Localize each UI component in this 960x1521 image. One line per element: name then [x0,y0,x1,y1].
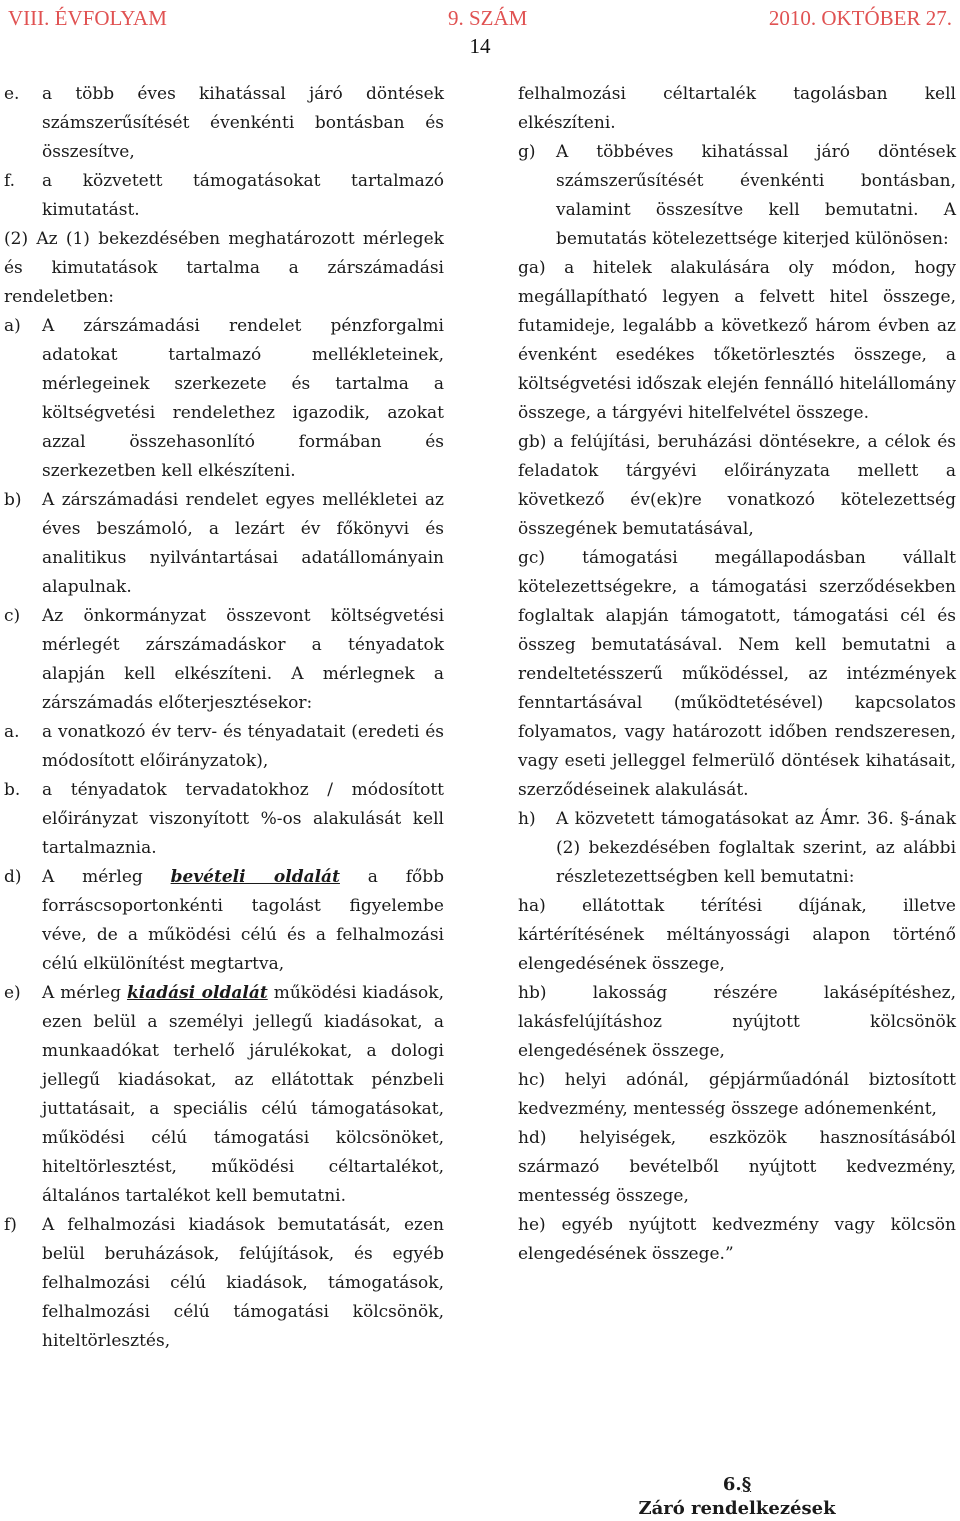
list-marker: g) [518,142,536,162]
sub-item-ha: ha) ellátottak térítési díjának, illetve kártérítésének méltányossági alapon történő elengedésének összege, [518,896,956,974]
list-item-e2 [4,979,444,1211]
emphasis-bevetel: bevételi oldalát [170,867,340,887]
list-text: a vonatkozó év terv- és tényadatait (eredeti és módosított előirányzatok), [42,722,444,771]
list-item-b [4,486,444,602]
list-marker: d) [4,867,22,887]
list-text: a több éves kihatással járó döntések számszerűsítését évenkénti bontásban és összesítve, [42,84,444,162]
list-item-f2 [4,1211,444,1356]
list-text: A közvetett támogatásokat az Ámr. 36. §-ának (2) bekezdésében foglaltak szerint, az alábbi részletezettségben kell bemutatni: [556,809,956,887]
list-item-d [4,863,444,979]
list-text: A mérleg bevételi oldalát a főbb forráscsoportonkénti tagolást figyelembe véve, de a működési célú és a felhalmozási célú elkülönítést megtartva, [42,867,444,974]
volume-label: VIII. ÉVFOLYAM [8,6,167,30]
right-column [518,80,956,1269]
list-marker: f. [4,171,16,191]
continuation-text: felhalmozási céltartalék tagolásban kell elkészíteni. [518,84,956,133]
sub-item-b [4,776,444,863]
sub-item-gb: gb) a felújítási, beruházási döntésekre, a célok és feladatok tárgyévi előirányzata mellett a következő év(ek)re vonatkozó kötelezettség összegének bemutatásával, [518,432,956,539]
emphasis-kiadas: kiadási oldalát [126,983,268,1003]
issue-label: 9. SZÁM [448,6,528,30]
section-title: Záró rendelkezések [638,1498,836,1519]
list-text: a közvetett támogatásokat tartalmazó kimutatást. [42,171,444,220]
list-item-e [4,80,444,167]
sub-item-gc: gc) támogatási megállapodásban vállalt kötelezettségekre, a támogatási szerződésekben foglaltak alapján támogatott, támogatási cél és összeg bemutatásával. Nem kell bemutatni a rendeltetésszerű működéssel, az intézmények fenntartásával (működtetésével) kapcsolatos folyamatos, vagy határozott időben rendszeresen, vagy eseti jelleggel felmerülő döntések kihatásait, szerződéseinek alakulását. [518,548,956,800]
list-marker: e. [4,84,20,104]
list-text: A felhalmozási kiadások bemutatását, ezen belül beruházások, felújítások, és egyéb felhalmozási célú kiadások, támogatások, felhalmozási célú támogatási kölcsönök, hiteltörlesztés, [42,1215,444,1351]
list-text: A zárszámadási rendelet egyes mellékletei az éves beszámoló, a lezárt év főkönyvi és analitikus nyilvántartásai adatállományain alapulnak. [42,490,444,597]
list-marker: c) [4,606,21,626]
date-label: 2010. OKTÓBER 27. [768,6,952,30]
page-header [0,6,960,30]
list-text: Az önkormányzat összevont költségvetési mérlegét zárszámadáskor a tényadatok alapján kell elkészíteni. A mérlegnek a zárszámadás előterjesztésekor: [42,606,444,713]
list-marker: f) [4,1215,17,1235]
section-number: 6.§ [722,1474,752,1495]
list-text: A zárszámadási rendelet pénzforgalmi adatokat tartalmazó mellékleteinek, mérlegeinek szerkezete és tartalma a költségvetési rendelethez igazodik, azokat azzal összehasonlító formában és szerkezetben kell elkészíteni. [42,316,444,481]
list-item-c [4,602,444,718]
sub-item-a [4,718,444,776]
list-marker: a) [4,316,21,336]
sub-item-hb: hb) lakosság részére lakásépítéshez, lakásfelújításhoz nyújtott kölcsönök elengedésének összege, [518,983,956,1061]
sub-item-he: he) egyéb nyújtott kedvezmény vagy kölcsön elengedésének összege.” [518,1215,956,1264]
list-marker: a. [4,722,20,742]
list-text: A többéves kihatással járó döntések számszerűsítését évenkénti bontásban, valamint összesítve kell bemutatni. A bemutatás kötelezettsége kiterjed különösen: [556,142,956,249]
paragraph-2: (2) Az (1) bekezdésében meghatározott mérlegek és kimutatások tartalma a zárszámadási rendeletben: [4,229,444,307]
sub-item-hc: hc) helyi adónál, gépjárműadónál biztosított kedvezmény, mentesség összege adónemenként, [518,1070,956,1119]
sub-item-hd: hd) helyiségek, eszközök hasznosításából származó bevételből nyújtott kedvezmény, mentesség összege, [518,1128,956,1206]
left-column [4,80,444,1356]
list-item-f [4,167,444,225]
list-text: A mérleg kiadási oldalát működési kiadások, ezen belül a személyi jellegű kiadásokat, a munkaadókat terhelő járulékokat, a dologi jellegű kiadásokat, az ellátottak pénzbeli juttatásait, a speciális célú támogatásokat, működési célú támogatási kölcsönöket, hiteltörlesztést, működési céltartalékot, általános tartalékot kell bemutatni. [42,983,444,1206]
section-sign: § [741,1474,752,1495]
list-item-a [4,312,444,486]
list-text: a tényadatok tervadatokhoz / módosított előirányzat viszonyított %-os alakulását kell tartalmaznia. [42,780,444,858]
list-marker: b. [4,780,21,800]
page-number: 14 [469,34,491,58]
list-marker: e) [4,983,21,1003]
list-marker: h) [518,809,536,829]
list-item-g [518,138,956,254]
list-item-h [518,805,956,892]
sub-item-ga: ga) a hitelek alakulására oly módon, hogy megállapítható legyen a felvett hitel összege, futamideje, legalább a következő három évben az évenként esedékes tőketörlesztés összege, a költségvetési időszak elején fennálló hitelállomány összege, a tárgyévi hitelfelvétel összege. [518,258,956,423]
list-marker: b) [4,490,22,510]
